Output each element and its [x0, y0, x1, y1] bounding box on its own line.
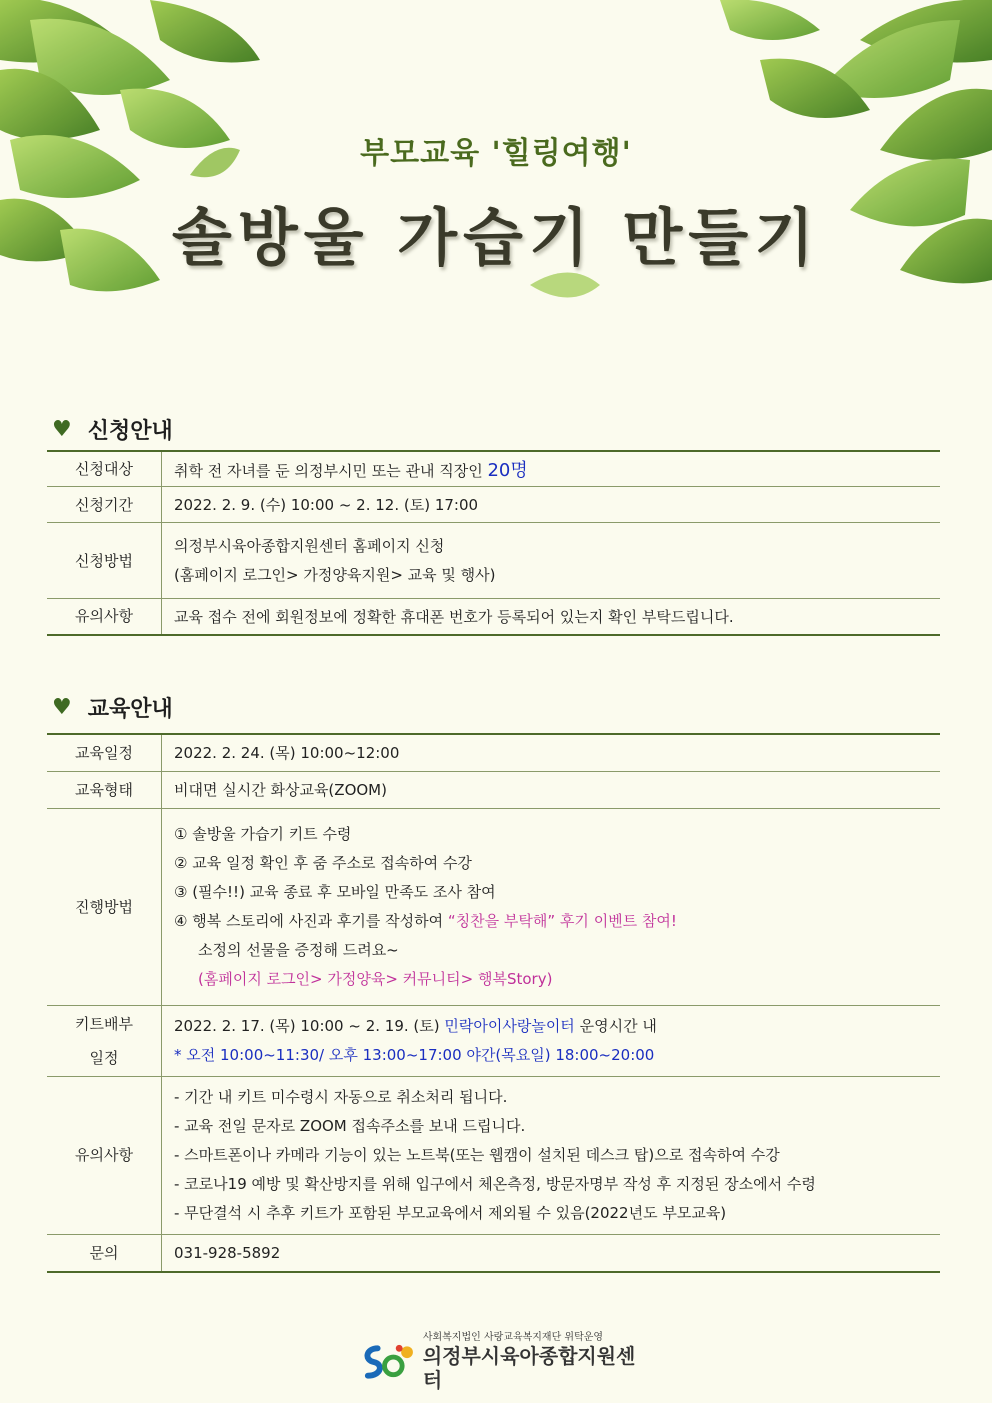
- row-label: 신청방법: [47, 523, 162, 599]
- process-step: ③ (필수!!) 교육 종료 후 모바일 만족도 조사 참여: [174, 882, 496, 901]
- table-row: [47, 771, 940, 808]
- row-value: 교육 접수 전에 회원정보에 정확한 휴대폰 번호가 등록되어 있는지 확인 부탁드립니다.: [162, 599, 941, 635]
- organization-name: 의정부시육아종합지원센터: [422, 1344, 636, 1392]
- method-path: (홈페이지 로그인> 가정양육지원> 교육 및 행사): [174, 565, 496, 584]
- process-step: ① 솔방울 가습기 키트 수령: [174, 824, 352, 843]
- note-item: - 스마트폰이나 카메라 기능이 있는 노트북(또는 웹캠이 설치된 데스크 탑)으로 접속하여 수강: [174, 1145, 780, 1164]
- row-value: [162, 451, 941, 487]
- process-step: [174, 907, 928, 936]
- center-logo-icon: [360, 1340, 417, 1384]
- application-heading-text: 신청안내: [87, 419, 173, 444]
- row-value: [162, 1005, 941, 1076]
- story-path: (홈페이지 로그인> 가정양육> 커뮤니티> 행복Story): [198, 969, 553, 988]
- method-line: 의정부시육아종합지원센터 홈페이지 신청: [174, 536, 445, 555]
- kit-dates: 2022. 2. 17. (목) 10:00 ~ 2. 19. (토): [174, 1016, 440, 1035]
- application-section-heading: [52, 414, 173, 445]
- row-value: [162, 1076, 941, 1234]
- row-label: [47, 1005, 162, 1076]
- table-row: [47, 1005, 940, 1076]
- row-label: 신청기간: [47, 487, 162, 523]
- kit-schedule: [174, 1012, 928, 1041]
- table-row: [47, 808, 940, 1005]
- operator-text: 사회복지법인 사랑교육복지재단 위탁운영: [422, 1332, 604, 1343]
- row-value: 2022. 2. 24. (목) 10:00~12:00: [162, 734, 941, 771]
- gift-text: 소정의 선물을 증정해 드려요~: [198, 940, 399, 959]
- event-subtitle: 부모교육 '힐링여행': [360, 136, 632, 171]
- kit-place: 민락아이사랑놀이터: [444, 1016, 575, 1035]
- event-title: 솔방울 가습기 만들기: [171, 201, 821, 274]
- row-label: 유의사항: [47, 1076, 162, 1234]
- review-event-highlight: “칭찬을 부탁해” 후기 이벤트 참여!: [447, 911, 677, 930]
- row-label: 진행방법: [47, 808, 162, 1005]
- row-value: 2022. 2. 9. (수) 10:00 ~ 2. 12. (토) 17:00: [162, 487, 941, 523]
- row-label: 유의사항: [47, 599, 162, 635]
- education-heading-text: 교육안내: [87, 697, 173, 722]
- row-label: 교육형태: [47, 771, 162, 808]
- footer-logo: [360, 1332, 650, 1392]
- row-value: 비대면 실시간 화상교육(ZOOM): [162, 771, 941, 808]
- row-value: 031-928-5892: [162, 1234, 941, 1272]
- table-row: [47, 599, 940, 635]
- table-row: [47, 451, 940, 487]
- note-item: - 교육 전일 문자로 ZOOM 접속주소를 보내 드립니다.: [174, 1116, 526, 1135]
- step4-text: ④ 행복 스토리에 사진과 후기를 작성하여: [174, 911, 444, 930]
- application-table: [47, 450, 940, 636]
- heart-icon: ♥: [52, 417, 72, 442]
- note-item: - 코로나19 예방 및 확산방지를 위해 입구에서 체온측정, 방문자명부 작성 후 지정된 장소에서 수령: [174, 1174, 816, 1193]
- table-row: [47, 1234, 940, 1272]
- kit-hours: * 오전 10:00~11:30/ 오후 13:00~17:00 야간(목요일) 18:00~20:00: [174, 1045, 655, 1064]
- row-label: 교육일정: [47, 734, 162, 771]
- education-section-heading: [52, 692, 173, 723]
- education-table: [47, 733, 940, 1273]
- row-value: [162, 808, 941, 1005]
- note-item: - 무단결석 시 추후 키트가 포함된 부모교육에서 제외될 수 있음(2022년도 부모교육): [174, 1203, 727, 1222]
- capacity-highlight: 20명: [487, 460, 528, 481]
- kit-hours-note: 운영시간 내: [579, 1016, 657, 1035]
- table-row: [47, 1076, 940, 1234]
- kit-label-line1: 키트배부: [75, 1014, 133, 1033]
- heart-icon: ♥: [52, 695, 72, 720]
- table-row: [47, 487, 940, 523]
- row-value: [162, 523, 941, 599]
- note-item: - 기간 내 키트 미수령시 자동으로 취소처리 됩니다.: [174, 1087, 508, 1106]
- process-step: ② 교육 일정 확인 후 줌 주소로 접속하여 수강: [174, 853, 472, 872]
- row-label: 문의: [47, 1234, 162, 1272]
- table-row: [47, 523, 940, 599]
- table-row: [47, 734, 940, 771]
- row-label: 신청대상: [47, 451, 162, 487]
- target-text: 취학 전 자녀를 둔 의정부시민 또는 관내 직장인: [174, 462, 483, 480]
- kit-label-line2: 일정: [89, 1048, 119, 1067]
